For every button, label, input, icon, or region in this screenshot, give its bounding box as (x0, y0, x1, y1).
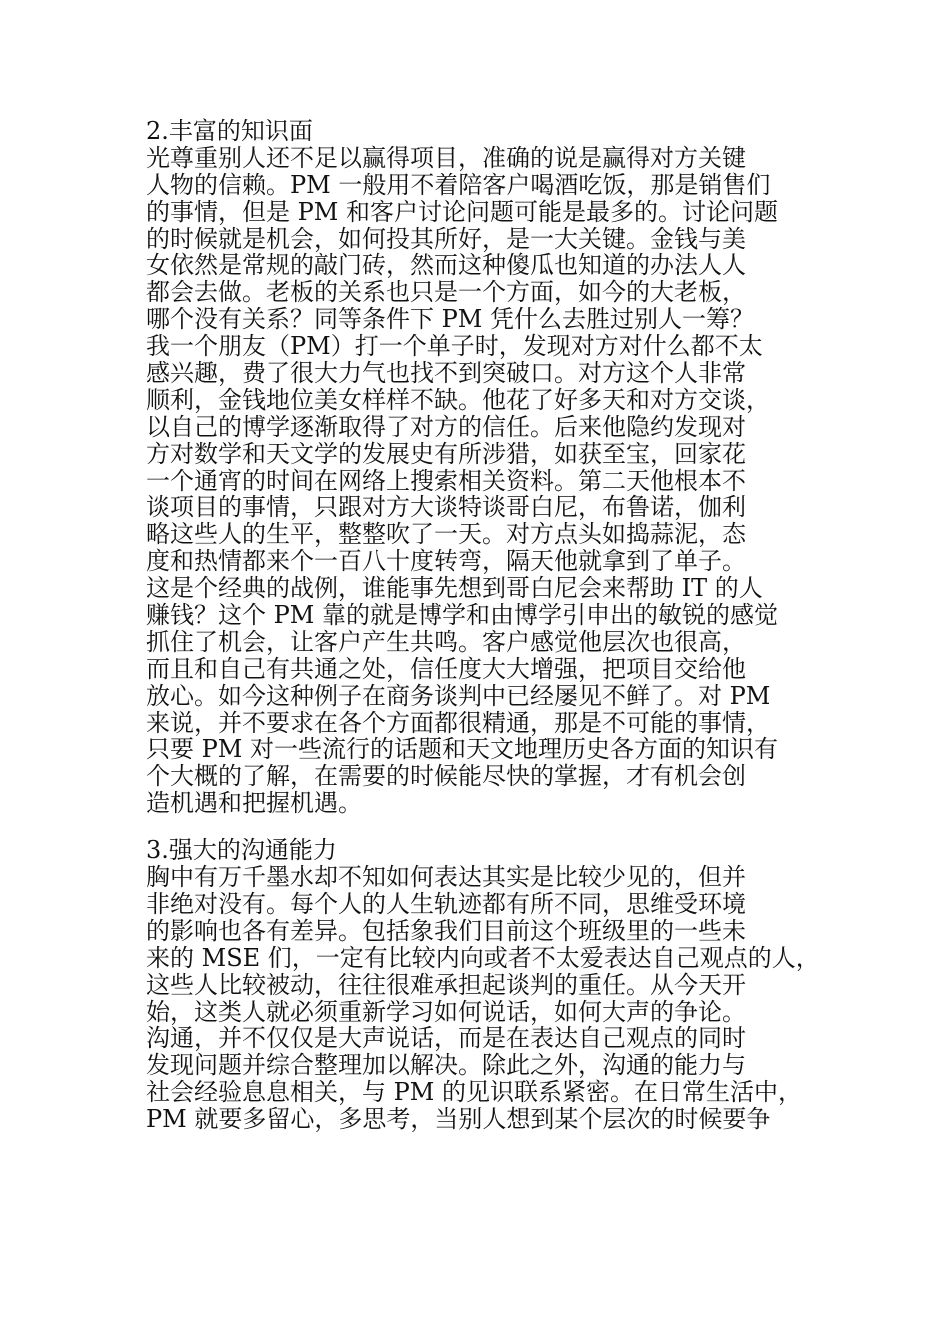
paragraph-line: 度和热情都来个一百八十度转弯，隔天他就拿到了单子。 (146, 547, 746, 576)
paragraph-line: PM 就要多留心，多思考，当别人想到某个层次的时候要争 (146, 1105, 771, 1134)
document-body (146, 118, 826, 1133)
paragraph-line: 始，这类人就必须重新学习如何说话，如何大声的争论。 (146, 997, 746, 1026)
paragraph-line: 赚钱？这个 PM 靠的就是博学和由博学引申出的敏锐的感觉 (146, 601, 778, 630)
paragraph-line: 抓住了机会，让客户产生共鸣。客户感觉他层次也很高， (146, 627, 746, 656)
paragraph-line: 来的 MSE 们，一定有比较内向或者不太爱表达自己观点的人， (146, 943, 820, 972)
paragraph-line: 人物的信赖。PM 一般用不着陪客户喝酒吃饭，那是销售们 (146, 170, 771, 199)
section-communication (146, 837, 826, 1133)
paragraph-line: 我一个朋友（PM）打一个单子时，发现对方对什么都不太 (146, 332, 763, 361)
paragraph-line: 造机遇和把握机遇。 (146, 789, 362, 818)
paragraph-line: 胸中有万千墨水却不知如何表达其实是比较少见的，但并 (146, 863, 746, 892)
paragraph-line: 放心。如今这种例子在商务谈判中已经屡见不鲜了。对 PM (146, 681, 771, 710)
paragraph-line: 方对数学和天文学的发展史有所涉猎，如获至宝，回家花 (146, 439, 746, 468)
paragraph-line: 顺利，金钱地位美女样样不缺。他花了好多天和对方交谈， (146, 385, 770, 414)
paragraph-line: 沟通，并不仅仅是大声说话，而是在表达自己观点的同时 (146, 1024, 746, 1053)
section-heading: 3.强大的沟通能力 (146, 836, 337, 865)
paragraph-line: 谈项目的事情，只跟对方大谈特谈哥白尼，布鲁诺，伽利 (146, 493, 746, 522)
paragraph-line: 哪个没有关系？同等条件下 PM 凭什么去胜过别人一筹？ (146, 305, 754, 334)
paragraph-line: 的时候就是机会，如何投其所好，是一大关键。金钱与美 (146, 224, 746, 253)
paragraph-line: 的事情，但是 PM 和客户讨论问题可能是最多的。讨论问题 (146, 197, 778, 226)
paragraph-line: 感兴趣，费了很大力气也找不到突破口。对方这个人非常 (146, 359, 746, 388)
section-heading: 2.丰富的知识面 (146, 117, 313, 145)
paragraph-line: 以自己的博学逐渐取得了对方的信任。后来他隐约发现对 (146, 412, 746, 441)
paragraph-line: 社会经验息息相关，与 PM 的见识联系紧密。在日常生活中， (146, 1078, 802, 1107)
paragraph-line: 都会去做。老板的关系也只是一个方面，如今的大老板， (146, 278, 746, 307)
paragraph-line: 略这些人的生平，整整吹了一天。对方点头如捣蒜泥，态 (146, 520, 746, 549)
paragraph-line: 女依然是常规的敲门砖，然而这种傻瓜也知道的办法人人 (146, 251, 746, 280)
paragraph-line: 发现问题并综合整理加以解决。除此之外，沟通的能力与 (146, 1051, 746, 1080)
section-spacer (146, 817, 826, 837)
section-knowledge (146, 118, 826, 817)
paragraph-line: 光尊重别人还不足以赢得项目，准确的说是赢得对方关键 (146, 143, 746, 172)
paragraph-line: 这是个经典的战例，谁能事先想到哥白尼会来帮助 IT 的人 (146, 574, 763, 603)
paragraph-line: 个大概的了解，在需要的时候能尽快的掌握，才有机会创 (146, 762, 746, 791)
paragraph-line: 只要 PM 对一些流行的话题和天文地理历史各方面的知识有 (146, 735, 778, 764)
paragraph-line: 非绝对没有。每个人的人生轨迹都有所不同，思维受环境 (146, 889, 746, 918)
paragraph-line: 而且和自己有共通之处，信任度大大增强，把项目交给他 (146, 654, 746, 683)
paragraph-line: 这些人比较被动，往往很难承担起谈判的重任。从今天开 (146, 970, 746, 999)
paragraph-line: 的影响也各有差异。包括象我们目前这个班级里的一些未 (146, 916, 746, 945)
paragraph-line: 来说，并不要求在各个方面都很精通，那是不可能的事情， (146, 708, 770, 737)
paragraph-line: 一个通宵的时间在网络上搜索相关资料。第二天他根本不 (146, 466, 746, 495)
